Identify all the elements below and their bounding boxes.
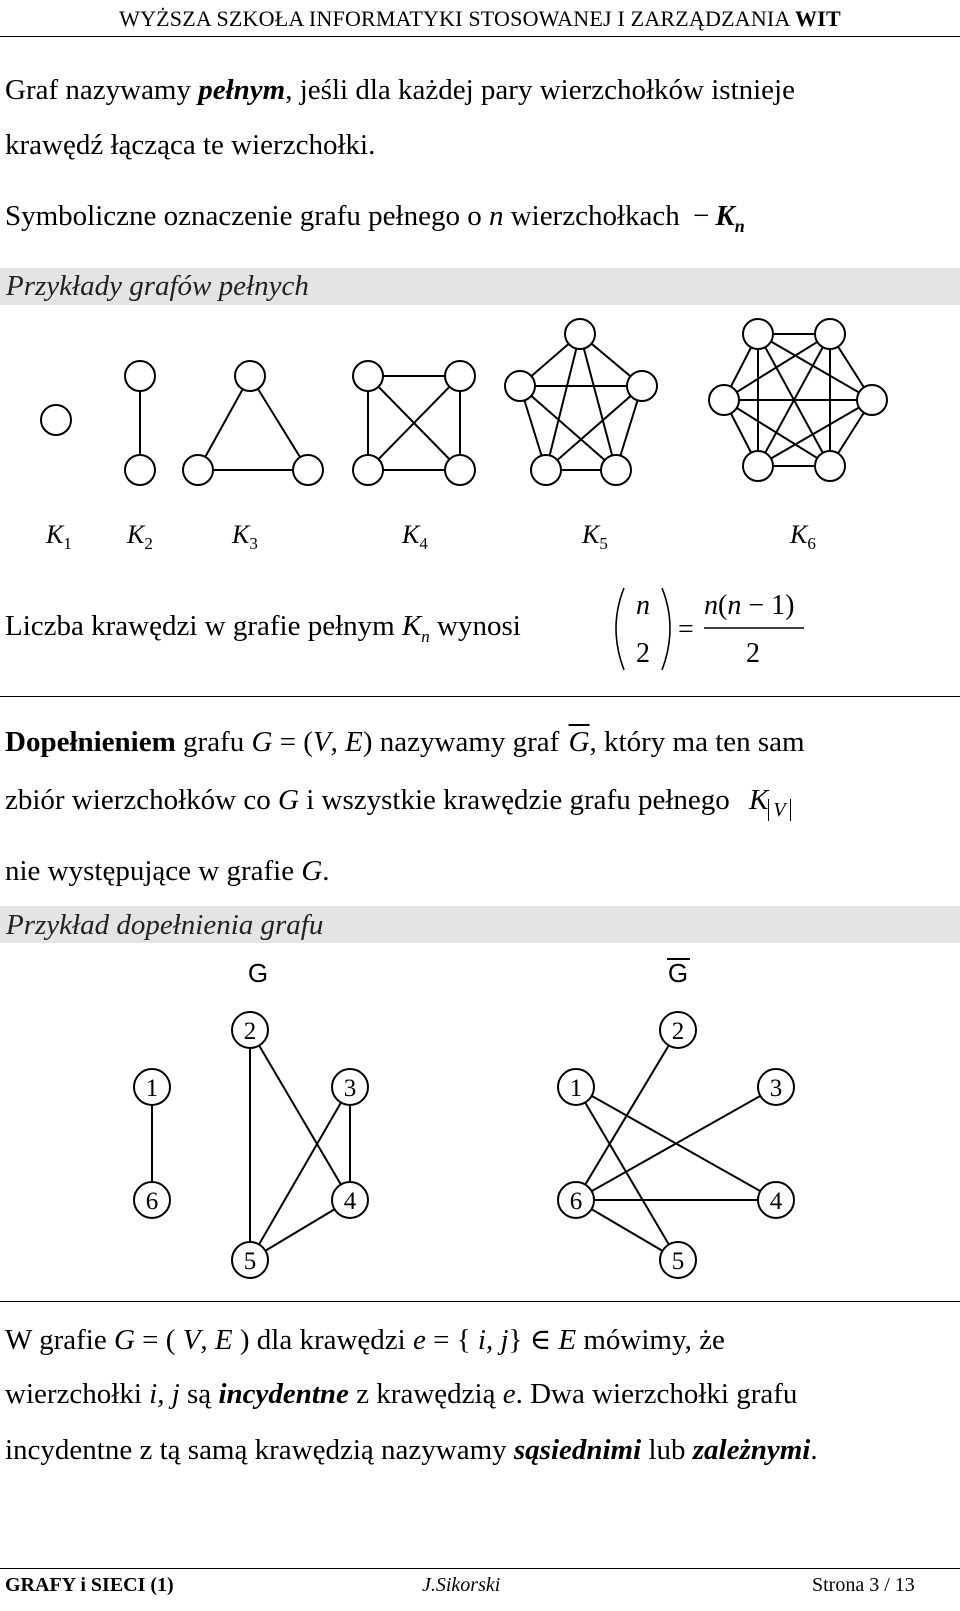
frac-denominator: 2 bbox=[746, 638, 760, 669]
band-title: Przykłady grafów pełnych bbox=[6, 270, 309, 302]
complement-figure bbox=[0, 950, 960, 1290]
graph-g-vertex-label: 5 bbox=[243, 1248, 257, 1275]
section-rule-2 bbox=[0, 1301, 960, 1302]
complete-def-line1 bbox=[5, 74, 795, 107]
incidence-def-line2: wierzchołki i, j są incydentne z krawędzią e. Dwa wierzchołki grafu bbox=[5, 1378, 798, 1410]
graph-gbar-vertex-label: 6 bbox=[569, 1188, 583, 1215]
text: Graf nazywamy bbox=[5, 74, 199, 106]
vertex-k6 bbox=[815, 319, 845, 349]
term-incident: incydentne bbox=[218, 1378, 349, 1410]
footer-left: GRAFY i SIECI (1) bbox=[5, 1574, 174, 1596]
sub-n: n bbox=[734, 215, 745, 236]
footer-center: J.Sikorski bbox=[422, 1574, 501, 1596]
vertex-k2 bbox=[125, 361, 155, 391]
var-n: n bbox=[488, 200, 504, 232]
graph-gbar-vertex-label: 1 bbox=[569, 1075, 583, 1102]
equals: = bbox=[678, 614, 694, 645]
graph-gbar-title: G bbox=[667, 958, 689, 988]
g-bar: $\overline{G}$ bbox=[568, 726, 590, 758]
vertex-k6 bbox=[743, 319, 773, 349]
label-k5: $K_5$ bbox=[582, 520, 608, 554]
frac-numerator: n(n − 1) bbox=[704, 590, 795, 621]
complement-def-line2: zbiór wierzchołków co G i wszystkie krawędzie grafu pełnego K $_V$ bbox=[5, 784, 791, 822]
header-title: WYŻSZA SZKOŁA INFORMATYKI STOSOWANEJ I ZARZĄDZANIA bbox=[119, 6, 790, 31]
vertex-k5 bbox=[601, 455, 631, 485]
binom-top: n bbox=[636, 590, 650, 621]
vertex-k6 bbox=[743, 451, 773, 481]
text: wynosi bbox=[429, 610, 521, 642]
footer-rule bbox=[0, 1568, 960, 1569]
complete-graphs-figure bbox=[0, 310, 960, 510]
incidence-def-line3: incydentne z tą samą krawędzią nazywamy sąsiednimi lub zależnymi. bbox=[5, 1434, 818, 1466]
graph-g-vertex-label: 3 bbox=[343, 1075, 357, 1102]
edge-k5 bbox=[546, 334, 580, 470]
term-complete: pełnym bbox=[198, 74, 286, 106]
graph-g-vertex-label: 1 bbox=[145, 1075, 159, 1102]
vertex-k3 bbox=[293, 455, 323, 485]
complement-def-line1: Dopełnieniem grafu G = (V, E) nazywamy graf $\overline{G}$, który ma ten sam bbox=[5, 726, 805, 758]
text: krawędź łącząca te wierzchołki. bbox=[5, 129, 376, 161]
binom-bottom: 2 bbox=[636, 638, 650, 669]
graph-gbar-vertex-label: 5 bbox=[671, 1248, 685, 1275]
vertex-k1 bbox=[41, 405, 71, 435]
vertex-k3 bbox=[235, 361, 265, 391]
vertex-k4 bbox=[445, 455, 475, 485]
section-rule bbox=[0, 696, 960, 697]
var-K: K bbox=[715, 200, 735, 232]
examples-band bbox=[0, 268, 960, 305]
text: Liczba krawędzi w grafie pełnym bbox=[5, 610, 402, 642]
term-dependent: zależnymi bbox=[692, 1434, 811, 1466]
vertex-k4 bbox=[445, 361, 475, 391]
vertex-k4 bbox=[353, 361, 383, 391]
edge-k3 bbox=[198, 376, 250, 470]
vertex-k5 bbox=[627, 371, 657, 401]
vertex-k6 bbox=[709, 385, 739, 415]
dash: − bbox=[693, 200, 710, 232]
footer-right: Strona 3 / 13 bbox=[812, 1574, 915, 1596]
vertex-k2 bbox=[125, 455, 155, 485]
text: Symboliczne oznaczenie grafu pełnego o bbox=[5, 200, 489, 232]
vertex-k4 bbox=[353, 455, 383, 485]
complete-def-line2 bbox=[5, 129, 375, 162]
graph-g-vertex-label: 6 bbox=[145, 1188, 159, 1215]
graph-gbar-vertex-label: 3 bbox=[769, 1075, 783, 1102]
edge-k5 bbox=[546, 386, 642, 470]
edge-k5 bbox=[520, 386, 616, 470]
term-adjacent: sąsiednimi bbox=[513, 1434, 642, 1466]
sub-n: n bbox=[421, 626, 430, 646]
label-k3: $K_3$ bbox=[232, 520, 258, 554]
page-header bbox=[0, 6, 960, 32]
edge-count-formula bbox=[600, 580, 830, 680]
complement-def-line3: nie występujące w grafie G. bbox=[5, 855, 330, 887]
label-k2: $K_2$ bbox=[127, 520, 153, 554]
graph-g-title: G bbox=[247, 958, 269, 988]
vertex-k6 bbox=[815, 451, 845, 481]
vertex-k5 bbox=[565, 319, 595, 349]
label-k4: $K_4$ bbox=[402, 520, 428, 554]
edge-count-line bbox=[5, 610, 521, 647]
edge-k3 bbox=[250, 376, 308, 470]
graph-g-vertex-label: 4 bbox=[343, 1188, 357, 1215]
var-K: K bbox=[401, 610, 422, 642]
vertex-k5 bbox=[505, 371, 535, 401]
graph-gbar-vertex-label: 4 bbox=[769, 1188, 783, 1215]
header-rule bbox=[0, 36, 960, 37]
text: wierzchołkach bbox=[503, 200, 680, 232]
graph-gbar-vertex-label: 2 bbox=[671, 1018, 685, 1045]
label-k6: $K_6$ bbox=[790, 520, 816, 554]
incidence-def-line1: W grafie G = ( V, E ) dla krawędzi e = { i, j} ∈ E mówimy, że bbox=[5, 1324, 725, 1356]
symbol-line bbox=[5, 200, 745, 237]
vertex-k3 bbox=[183, 455, 213, 485]
vertex-k5 bbox=[531, 455, 561, 485]
edge-k5 bbox=[580, 334, 616, 470]
band-title: Przykład dopełnienia grafu bbox=[6, 909, 324, 941]
graph-g-vertex-label: 2 bbox=[243, 1018, 257, 1045]
label-k1: $K_1$ bbox=[46, 520, 72, 554]
text: , jeśli dla każdej pary wierzchołków istnieje bbox=[285, 74, 795, 106]
header-brand: WIT bbox=[795, 6, 841, 31]
term-complement: Dopełnieniem bbox=[5, 726, 176, 758]
complement-band bbox=[0, 906, 960, 943]
vertex-k6 bbox=[857, 385, 887, 415]
